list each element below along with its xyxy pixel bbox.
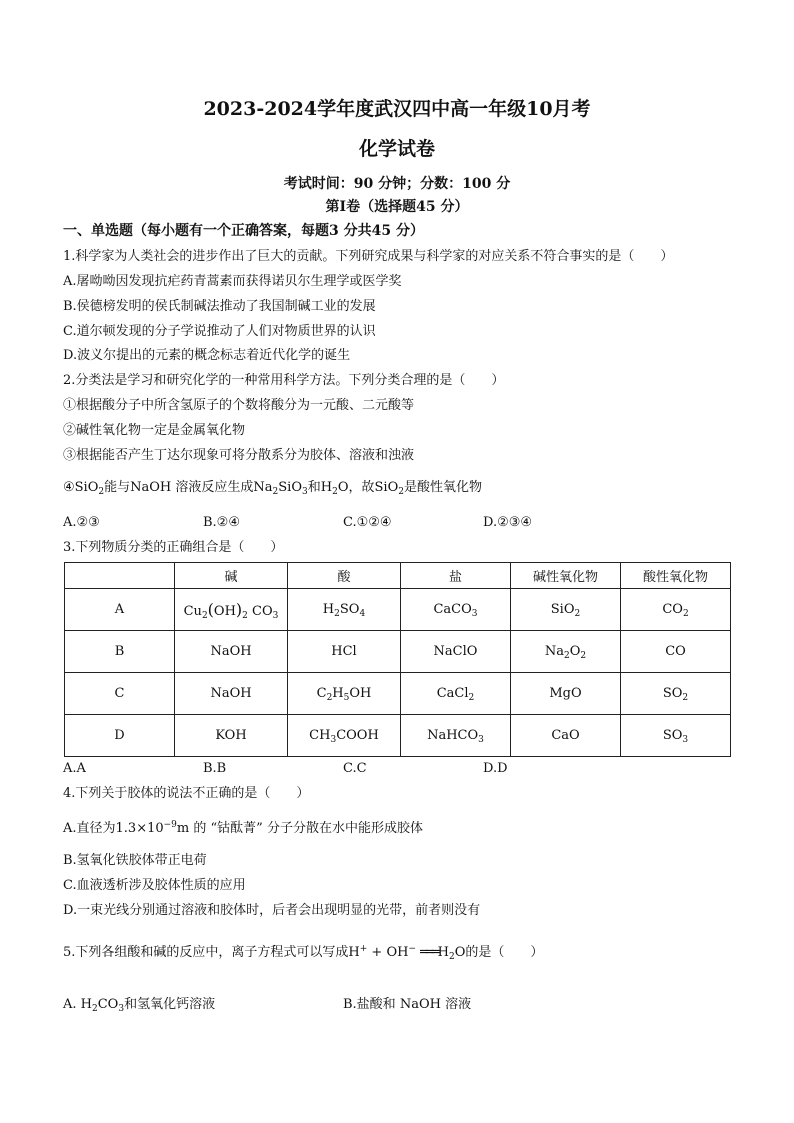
q5-stem: 5.下列各组酸和碱的反应中，离子方程式可以写成H+ + OH− $═══H_2O$的是（ ） xyxy=(63,944,544,962)
row-label: D xyxy=(65,715,175,757)
table-header-cell: 酸 xyxy=(288,563,401,589)
q2-stem: 2.分类法是学习和研究化学的一种常用科学方法。下列分类合理的是（ ） xyxy=(63,373,505,388)
table-header-cell xyxy=(65,563,175,589)
cell-acidic-oxide: CO xyxy=(621,631,731,673)
q3-stem: 3.下列物质分类的正确组合是（ ） xyxy=(63,540,284,555)
cell-basic-oxide: CaO xyxy=(511,715,621,757)
cell-acid: $CH_3COOH$ xyxy=(288,715,401,757)
exam-subtitle: 化学试卷 xyxy=(358,138,435,160)
q5-text-1: 5.下列各组酸和碱的反应中，离子方程式可以写成 xyxy=(63,945,349,960)
cell-acid: $H_2SO_4$ xyxy=(288,589,401,631)
q4-option-b: B.氢氧化铁胶体带正电荷 xyxy=(63,853,207,868)
q1-option-c: C.道尔顿发现的分子学说推动了人们对物质世界的认识 xyxy=(63,324,376,339)
cell-acidic-oxide: $SO_3$ xyxy=(621,715,731,757)
cell-basic-oxide: $Na_2O_2$ xyxy=(511,631,621,673)
cell-salt: CaCO$_3$ xyxy=(401,589,511,631)
q2-option-d: D.②③④ xyxy=(483,515,533,530)
q2-option-a: A.②③ xyxy=(63,515,100,530)
table-header-cell: 碱性氧化物 xyxy=(511,563,621,589)
q2-option-b: B.②④ xyxy=(203,515,240,530)
q4-a-text-2: m 的 “钴酞菁” 分子分散在水中能形成胶体 xyxy=(176,821,423,836)
q2-s4-prefix: ④ xyxy=(63,480,75,495)
q5-option-b: B.盐酸和 NaOH 溶液 xyxy=(343,997,472,1012)
cell-acid-head: CH xyxy=(309,728,331,743)
classification-table xyxy=(64,562,731,757)
table-header-row xyxy=(65,563,731,589)
q3-option-b: B.B xyxy=(203,761,227,776)
exam-title: 2023-2024学年度武汉四中高一年级10月考 xyxy=(203,98,591,120)
table-row xyxy=(65,631,731,673)
q4-stem: 4.下列关于胶体的说法不正确的是（ ） xyxy=(63,786,310,801)
cell-basic-oxide: MgO xyxy=(511,673,621,715)
part-heading: 第Ⅰ卷（选择题45 分） xyxy=(325,199,469,215)
q5-a-text-2: 和氢氧化钙溶液 xyxy=(124,997,216,1012)
q5-text-2: 的是（ ） xyxy=(465,945,544,960)
q3-option-d: D.D xyxy=(483,761,508,776)
cell-acidic-oxide: $SO_2$ xyxy=(621,673,731,715)
q2-s4-text-4: 是酸性氧化物 xyxy=(403,480,482,495)
q1-option-d: D.波义尔提出的元素的概念标志着近代化学的诞生 xyxy=(63,348,351,363)
q1-option-a: A.屠呦呦因发现抗疟药青蒿素而获得诺贝尔生理学或医学奖 xyxy=(63,274,402,289)
cell-salt: NaClO xyxy=(401,631,511,673)
cell-base: $Cu_2(OH)_2$ $CO_3$ xyxy=(175,589,288,631)
row-label: B xyxy=(65,631,175,673)
cell-basic-oxide: SiO$_2$ xyxy=(511,589,621,631)
cell-acid-tail: COOH xyxy=(336,728,379,743)
q1-stem: 1.科学家为人类社会的进步作出了巨大的贡献。下列研究成果与科学家的对应关系不符合事实的是（ ） xyxy=(63,249,674,264)
q2-s4-text-1: 能与NaOH 溶液反应生成 xyxy=(104,480,254,495)
table-row xyxy=(65,715,731,757)
table-header-cell: 酸性氧化物 xyxy=(621,563,731,589)
cell-base: KOH xyxy=(175,715,288,757)
row-label: C xyxy=(65,673,175,715)
q2-s4-text-3: ，故 xyxy=(348,480,375,495)
section-heading: 一、单选题（每小题有一个正确答案，每题3 分共45 分） xyxy=(63,223,424,239)
q3-option-a: A.A xyxy=(63,761,86,776)
cell-base: NaOH xyxy=(175,673,288,715)
cell-salt: CaCl$_2$ xyxy=(401,673,511,715)
table-row xyxy=(65,589,731,631)
q3-option-c: C.C xyxy=(343,761,367,776)
exam-info: 考试时间：90 分钟；分数：100 分 xyxy=(283,176,511,192)
cell-base: NaOH xyxy=(175,631,288,673)
q4-a-text-1: A.直径为 xyxy=(63,821,116,836)
q2-statement-1: ①根据酸分子中所含氢原子的个数将酸分为一元酸、二元酸等 xyxy=(63,398,415,413)
q1-option-b: B.侯德榜发明的侯氏制碱法推动了我国制碱工业的发展 xyxy=(63,299,376,314)
row-label: A xyxy=(65,589,175,631)
q2-option-c: C.①②④ xyxy=(343,515,392,530)
q4-option-a: A.直径为$1.3\times 10^{-9}m$ 的 “钴酞菁” 分子分散在水中能形成胶体 xyxy=(63,820,423,836)
table-header-cell: 碱 xyxy=(175,563,288,589)
table-header-cell: 盐 xyxy=(401,563,511,589)
q4-option-d: D.一束光线分别通过溶液和胶体时，后者会出现明显的光带，前者则没有 xyxy=(63,903,481,918)
q2-statement-4: ④SiO$_2$能与NaOH 溶液反应生成$Na_2SiO_3$和$H_2O$，故SiO$_2$是酸性氧化物 xyxy=(63,480,482,497)
q5-option-a: A. $H_2CO_3$和氢氧化钙溶液 xyxy=(63,997,216,1014)
cell-acid: HCl xyxy=(288,631,401,673)
q4-option-c: C.血液透析涉及胶体性质的应用 xyxy=(63,878,246,893)
q5-a-text-1: A. xyxy=(63,997,81,1012)
cell-salt: NaHCO$_3$ xyxy=(401,715,511,757)
q2-statement-3: ③根据能否产生丁达尔现象可将分散系分为胶体、溶液和浊液 xyxy=(63,448,415,463)
q2-s4-text-2: 和 xyxy=(307,480,321,495)
table-row xyxy=(65,673,731,715)
cell-acid: $C_2H_5OH$ xyxy=(288,673,401,715)
cell-acidic-oxide: $CO_2$ xyxy=(621,589,731,631)
q2-statement-2: ②碱性氧化物一定是金属氧化物 xyxy=(63,423,246,438)
